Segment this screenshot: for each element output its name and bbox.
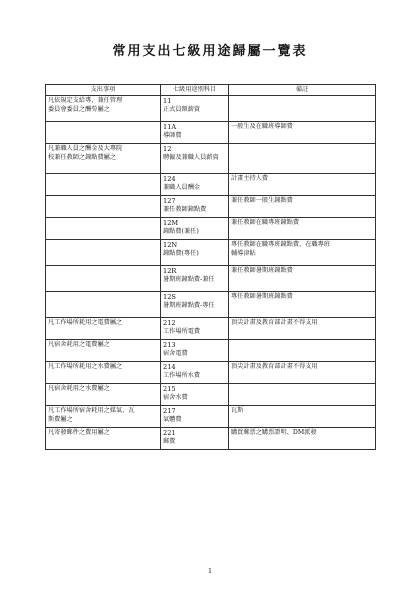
cell-matter: [46, 196, 161, 218]
table-header-row: [46, 85, 376, 96]
cell-note: [229, 384, 376, 406]
account-name: 宿舍電費: [163, 349, 188, 357]
account-name: 暑期班鐘點費-專任: [163, 301, 215, 309]
table-row: [46, 196, 376, 218]
account-code: 12S: [163, 293, 176, 301]
account-code: 213: [163, 341, 176, 349]
cell-matter: [46, 240, 161, 266]
cell-note: 頂尖計畫及教育部計畫不得支用: [229, 362, 376, 384]
cell-note: 專任教師在職專班鐘點費、在職專班 輔導津貼: [229, 240, 376, 266]
table-row: [46, 340, 376, 362]
cell-matter: [46, 218, 161, 240]
page-number: 1: [208, 568, 212, 575]
account-code: 12N: [163, 241, 178, 249]
account-name: 氣體費: [163, 415, 182, 423]
account-code: 127: [163, 197, 176, 205]
cell-account: [161, 406, 229, 428]
account-name: 工作場所電費: [163, 327, 201, 335]
cell-note: 計畫主持人費: [229, 174, 376, 196]
table-row: [46, 266, 376, 292]
cell-account: [161, 144, 229, 174]
table-row: [46, 362, 376, 384]
cell-account: [161, 362, 229, 384]
table-row: [46, 240, 376, 266]
account-code: 12: [163, 145, 172, 153]
header-matter: 支出事項: [46, 85, 161, 96]
table-row: [46, 122, 376, 144]
cell-note: 專任教師暑期班鐘點費: [229, 292, 376, 318]
table-row: [46, 406, 376, 428]
cell-matter: 凡工作場所耗用之水費屬之: [46, 362, 161, 384]
cell-account: [161, 196, 229, 218]
cell-note: [229, 144, 376, 174]
cell-account: [161, 174, 229, 196]
account-name: 聘僱及兼職人員薪資: [163, 153, 219, 161]
expense-classification-table: [45, 84, 376, 450]
table-row: [46, 292, 376, 318]
cell-matter: 凡依規定支給專、兼任管理 委員會委員之酬勞屬之: [46, 96, 161, 122]
cell-account: [161, 266, 229, 292]
cell-matter: [46, 174, 161, 196]
account-name: 宿舍水費: [163, 393, 188, 401]
cell-matter: [46, 266, 161, 292]
account-code: 221: [163, 429, 176, 437]
header-account: 七級用途別科目: [161, 85, 229, 96]
account-code: 217: [163, 407, 176, 415]
cell-note: [229, 96, 376, 122]
account-code: 215: [163, 385, 176, 393]
cell-account: [161, 292, 229, 318]
cell-matter: 凡工作場所宿舍耗用之媒氣、瓦 斯費屬之: [46, 406, 161, 428]
account-name: 工作場所水費: [163, 371, 201, 379]
account-name: 郵費: [163, 437, 176, 445]
account-code: 124: [163, 175, 176, 183]
table-row: [46, 318, 376, 340]
table-row: [46, 384, 376, 406]
cell-matter: 凡寄發郵件之費用屬之: [46, 428, 161, 450]
cell-account: [161, 240, 229, 266]
account-code: 11A: [163, 123, 177, 131]
cell-matter: 凡宿舍耗用之電費屬之: [46, 340, 161, 362]
cell-note: 瓦斯: [229, 406, 376, 428]
account-name: 暑期班鐘點費-兼任: [163, 275, 215, 283]
account-name: 兼任教師鐘點費: [163, 205, 207, 213]
account-code: 11: [163, 97, 172, 105]
document-title: 常用支出七級用途歸屬一覽表: [112, 44, 308, 59]
table-row: [46, 174, 376, 196]
cell-note: 購買郵票之購票證明、DM派發: [229, 428, 376, 450]
header-note: 備註: [229, 85, 376, 96]
cell-account: [161, 384, 229, 406]
account-name: 鐘點費(專任): [163, 249, 199, 257]
cell-matter: [46, 122, 161, 144]
cell-matter: 凡宿舍耗用之水費屬之: [46, 384, 161, 406]
cell-note: [229, 340, 376, 362]
cell-account: [161, 122, 229, 144]
cell-note: 兼任教師在職專班鐘點費: [229, 218, 376, 240]
cell-note: 頂尖計畫及教育部計畫不得支用: [229, 318, 376, 340]
cell-account: [161, 218, 229, 240]
account-code: 12R: [163, 267, 177, 275]
cell-matter: 凡兼職人員之酬金及大專院 校兼任教師之鐘點費屬之: [46, 144, 161, 174]
cell-note: 兼任教師暑期班鐘點費: [229, 266, 376, 292]
cell-account: [161, 318, 229, 340]
cell-account: [161, 96, 229, 122]
account-code: 12M: [163, 219, 179, 227]
account-code: 214: [163, 363, 176, 371]
table-row: [46, 96, 376, 122]
account-code: 212: [163, 319, 176, 327]
cell-matter: [46, 292, 161, 318]
account-name: 鐘點費(兼任): [163, 227, 199, 235]
account-name: 兼職人員酬金: [163, 183, 201, 191]
table-row: [46, 428, 376, 450]
table-row: [46, 144, 376, 174]
cell-note: 兼任教師一般生鐘點費: [229, 196, 376, 218]
cell-matter: 凡工作場所耗用之電費屬之: [46, 318, 161, 340]
table-row: [46, 218, 376, 240]
account-name: 正式員額薪資: [163, 105, 201, 113]
cell-account: [161, 428, 229, 450]
cell-account: [161, 340, 229, 362]
account-name: 導師費: [163, 131, 182, 139]
cell-note: 一般生及在職班導師費: [229, 122, 376, 144]
